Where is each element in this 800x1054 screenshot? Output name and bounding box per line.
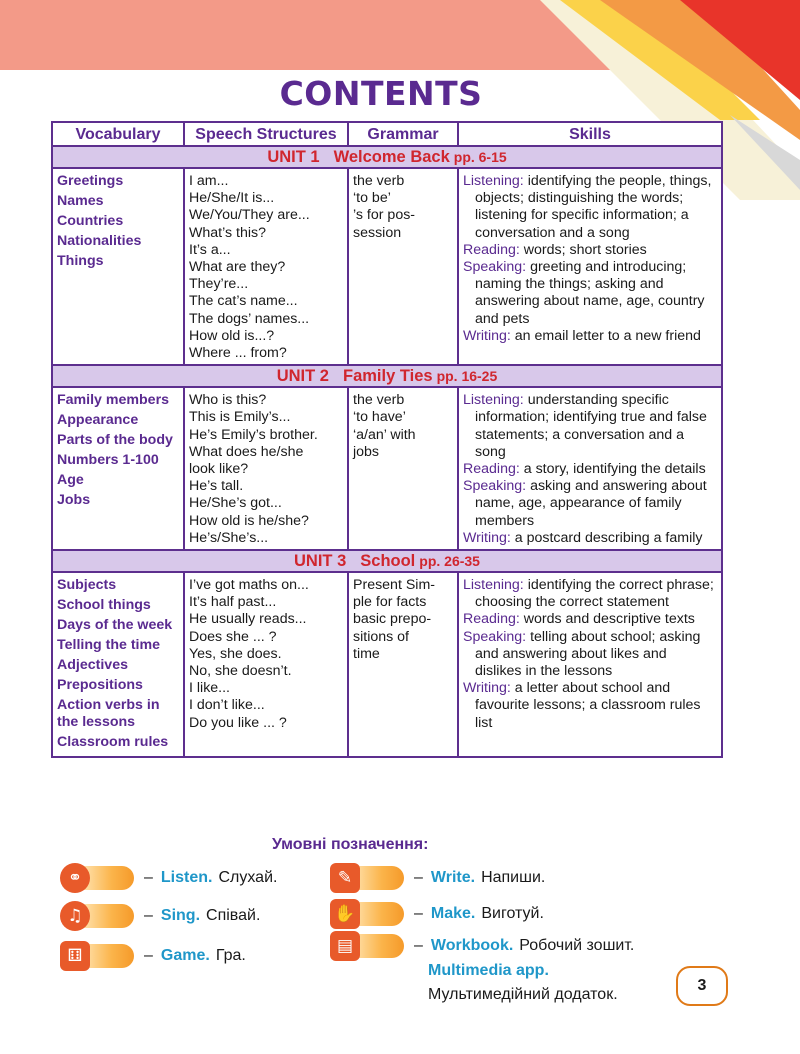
legend-sing-kw: Sing. (160, 907, 201, 924)
skills-cell (458, 168, 722, 365)
skill-entry (463, 328, 717, 345)
table-body (52, 146, 722, 757)
vocabulary-item: Action verbs in the lessons (57, 697, 160, 731)
speech-item: Who is this? (189, 392, 267, 409)
skill-entry (463, 392, 717, 461)
workbook-icon: ▤ (330, 931, 360, 961)
speech-item: look like? (189, 461, 249, 478)
legend-make-kw: Make. (430, 905, 476, 922)
speech-item: He’s tall. (189, 478, 244, 495)
legend-game: ⚅ – Game. Гра. (60, 944, 246, 968)
unit-pages: pp. 26-35 (419, 553, 480, 570)
skill-text: greeting and introducing; naming the things; asking and answering about name, age, country and pets (475, 259, 705, 327)
speech-item: Does she ... ? (189, 628, 277, 645)
skill-entry (463, 577, 717, 611)
unit-content-row (52, 387, 722, 550)
skill-text: words and descriptive texts (523, 611, 695, 628)
skill-label: Listening: (463, 577, 524, 594)
skill-label: Speaking: (463, 628, 527, 645)
unit-heading (52, 550, 722, 572)
vocabulary-item: Nationalities (57, 233, 142, 249)
unit-pages: pp. 16-25 (436, 368, 498, 385)
legend-game-kw: Game. (160, 947, 210, 964)
skill-entry (463, 478, 717, 530)
grammar-line: basic prepo- (353, 611, 432, 628)
speech-item: I like... (189, 680, 230, 697)
unit-header-row (52, 550, 722, 572)
vocabulary-item: Names (57, 193, 104, 209)
skill-text: asking and answering about name, age, appearance of family members (475, 478, 707, 529)
grammar-line: session (353, 224, 402, 241)
skill-label: Reading: (463, 461, 520, 478)
vocabulary-item: Days of the week (57, 617, 173, 634)
skills-cell (458, 387, 722, 550)
workbook-pill (330, 934, 404, 958)
speech-cell (184, 572, 348, 757)
speech-item: How old is he/she? (189, 512, 309, 529)
multimedia-uk: Мультимедійний додаток. (428, 986, 618, 1003)
unit-name: Welcome Back (333, 148, 450, 166)
dice-icon: ⚅ (60, 941, 90, 971)
vocabulary-item: Subjects (57, 577, 117, 594)
header-skills: Skills (458, 122, 722, 146)
vocabulary-item: Family members (57, 392, 169, 409)
skill-label: Reading: (463, 611, 520, 628)
vocabulary-item: Things (57, 253, 104, 269)
legend-write-uk: Напиши. (481, 869, 546, 886)
legend-listen-kw: Listen. (160, 869, 213, 886)
skill-entry (463, 173, 717, 242)
unit-number: UNIT 1 (267, 148, 320, 166)
game-pill (60, 944, 134, 968)
vocabulary-item: Prepositions (57, 677, 143, 694)
skill-entry (463, 530, 717, 547)
skill-text: a postcard describing a family (514, 529, 703, 546)
skill-label: Speaking: (463, 259, 527, 276)
speech-item: No, she doesn’t. (189, 663, 292, 680)
skill-label: Reading: (463, 241, 520, 258)
skills-cell (458, 572, 722, 757)
skill-entry (463, 242, 717, 259)
skill-text: identifying the correct phrase; choosing the correct statement (475, 577, 714, 611)
legend-workbook-uk: Робочий зошит. (519, 937, 635, 954)
grammar-cell (348, 387, 458, 550)
speech-item: I’ve got maths on... (189, 577, 309, 594)
skill-label: Writing: (463, 327, 511, 344)
skill-text: understanding specific information; identifying true and false statements; a conversation and a song (475, 392, 707, 460)
vocabulary-cell (52, 168, 184, 365)
speech-item: It’s a... (189, 241, 231, 258)
grammar-cell (348, 572, 458, 757)
vocabulary-item: Telling the time (57, 637, 160, 654)
skill-entry (463, 629, 717, 681)
vocabulary-item: Age (57, 472, 84, 489)
unit-content-row (52, 572, 722, 757)
skill-text: telling about school; asking and answering about likes and dislikes in the lessons (475, 628, 701, 680)
vocabulary-item: School things (57, 597, 151, 614)
unit-pages: pp. 6-15 (453, 149, 507, 165)
grammar-line: ple for facts (353, 594, 427, 611)
multimedia-title: Multimedia app. (428, 962, 549, 979)
grammar-cell (348, 168, 458, 365)
unit-name: School (360, 552, 416, 571)
vocabulary-item: Jobs (57, 492, 91, 509)
legend-sing: ♫ – Sing. Співай. (60, 904, 260, 928)
speech-item: Yes, she does. (189, 645, 282, 662)
vocabulary-item: Classroom rules (57, 734, 169, 751)
speech-item: The cat’s name... (189, 293, 298, 310)
vocabulary-cell (52, 572, 184, 757)
legend-listen: ⚭ – Listen. Слухай. (60, 866, 277, 890)
grammar-line: jobs (353, 443, 380, 460)
grammar-line: ’s for pos- (353, 207, 416, 224)
header-row (52, 122, 722, 146)
speech-item: He usually reads... (189, 611, 307, 628)
skill-text: a letter about school and favourite lessons; a classroom rules list (475, 680, 701, 731)
grammar-line: sitions of (353, 628, 409, 645)
speech-item: He’s Emily’s brother. (189, 426, 318, 443)
grammar-line: ‘to be’ (353, 190, 391, 207)
speech-item: What are they? (189, 259, 286, 276)
header-speech: Speech Structures (184, 122, 348, 146)
legend-listen-uk: Слухай. (218, 869, 278, 886)
speech-cell (184, 168, 348, 365)
skill-label: Speaking: (463, 478, 527, 495)
speech-item: What does he/she (189, 443, 304, 460)
hand-make-icon: ✋ (330, 899, 360, 929)
vocabulary-item: Countries (57, 213, 124, 229)
legend-make-uk: Виготуй. (481, 905, 544, 922)
vocabulary-item: Numbers 1-100 (57, 452, 159, 469)
speech-item: The dogs’ names... (189, 310, 310, 327)
pencil-icon: ✎ (330, 863, 360, 893)
skill-text: words; short stories (523, 241, 647, 258)
speech-item: Do you like ... ? (189, 714, 287, 731)
legend-sing-uk: Співай. (206, 907, 261, 924)
unit-header-row (52, 146, 722, 168)
speech-item: They’re... (189, 276, 249, 293)
vocabulary-item: Appearance (57, 412, 139, 429)
unit-number: UNIT 2 (276, 367, 329, 386)
headphones-icon: ⚭ (60, 863, 90, 893)
skill-entry (463, 680, 717, 732)
listen-pill (60, 866, 134, 890)
skill-label: Listening: (463, 392, 524, 409)
page-number: 3 (676, 966, 728, 1006)
speech-item: I am... (189, 173, 229, 189)
page-title: CONTENTS (279, 74, 483, 113)
skill-text: a story, identifying the details (523, 461, 706, 478)
unit-number: UNIT 3 (294, 552, 347, 571)
header-vocabulary: Vocabulary (52, 122, 184, 146)
speech-item: I don’t like... (189, 697, 265, 714)
legend-write-kw: Write. (430, 869, 476, 886)
unit-header-row (52, 365, 722, 387)
skill-entry (463, 611, 717, 628)
skill-label: Writing: (463, 529, 511, 546)
grammar-line: the verb (353, 392, 405, 409)
speech-cell (184, 387, 348, 550)
speech-item: He’s/She’s... (189, 529, 269, 546)
contents-table (51, 121, 723, 758)
unit-heading (52, 146, 722, 168)
speech-item: It’s half past... (189, 594, 277, 611)
legend-workbook: ▤ – Workbook. Робочий зошит. (330, 934, 634, 958)
unit-name: Family Ties (342, 367, 433, 386)
unit-content-row (52, 168, 722, 365)
vocabulary-item: Parts of the body (57, 432, 173, 449)
legend-game-uk: Гра. (215, 947, 246, 964)
skill-label: Writing: (463, 680, 511, 697)
legend-write: ✎ – Write. Напиши. (330, 866, 545, 890)
skill-text: an email letter to a new friend (514, 327, 701, 344)
legend-title: Умовні позначення: (272, 836, 429, 853)
legend-make: ✋ – Make. Виготуй. (330, 902, 544, 926)
header-grammar: Grammar (348, 122, 458, 146)
music-note-icon: ♫ (60, 901, 90, 931)
skill-label: Listening: (463, 173, 524, 189)
skill-entry (463, 259, 717, 328)
speech-item: We/You/They are... (189, 207, 310, 224)
speech-item: He/She/It is... (189, 190, 275, 207)
grammar-line: Present Sim- (353, 577, 435, 594)
unit-heading (52, 365, 722, 387)
vocabulary-item: Greetings (57, 173, 124, 189)
legend-workbook-kw: Workbook. (430, 937, 514, 954)
speech-item: What’s this? (189, 224, 267, 241)
write-pill (330, 866, 404, 890)
vocabulary-cell (52, 387, 184, 550)
skill-text: identifying the people, things, objects; distinguishing the words; listening for specific information; a conversation and a song (475, 173, 712, 241)
skill-entry (463, 461, 717, 478)
grammar-line: the verb (353, 173, 405, 189)
speech-item: This is Emily’s... (189, 409, 291, 426)
grammar-line: time (353, 645, 380, 662)
make-pill (330, 902, 404, 926)
speech-item: Where ... from? (189, 345, 287, 362)
sing-pill (60, 904, 134, 928)
speech-item: He/She’s got... (189, 495, 282, 512)
grammar-line: ‘a/an’ with (353, 426, 416, 443)
vocabulary-item: Adjectives (57, 657, 128, 674)
grammar-line: ‘to have’ (353, 409, 406, 426)
speech-item: How old is...? (189, 327, 275, 344)
